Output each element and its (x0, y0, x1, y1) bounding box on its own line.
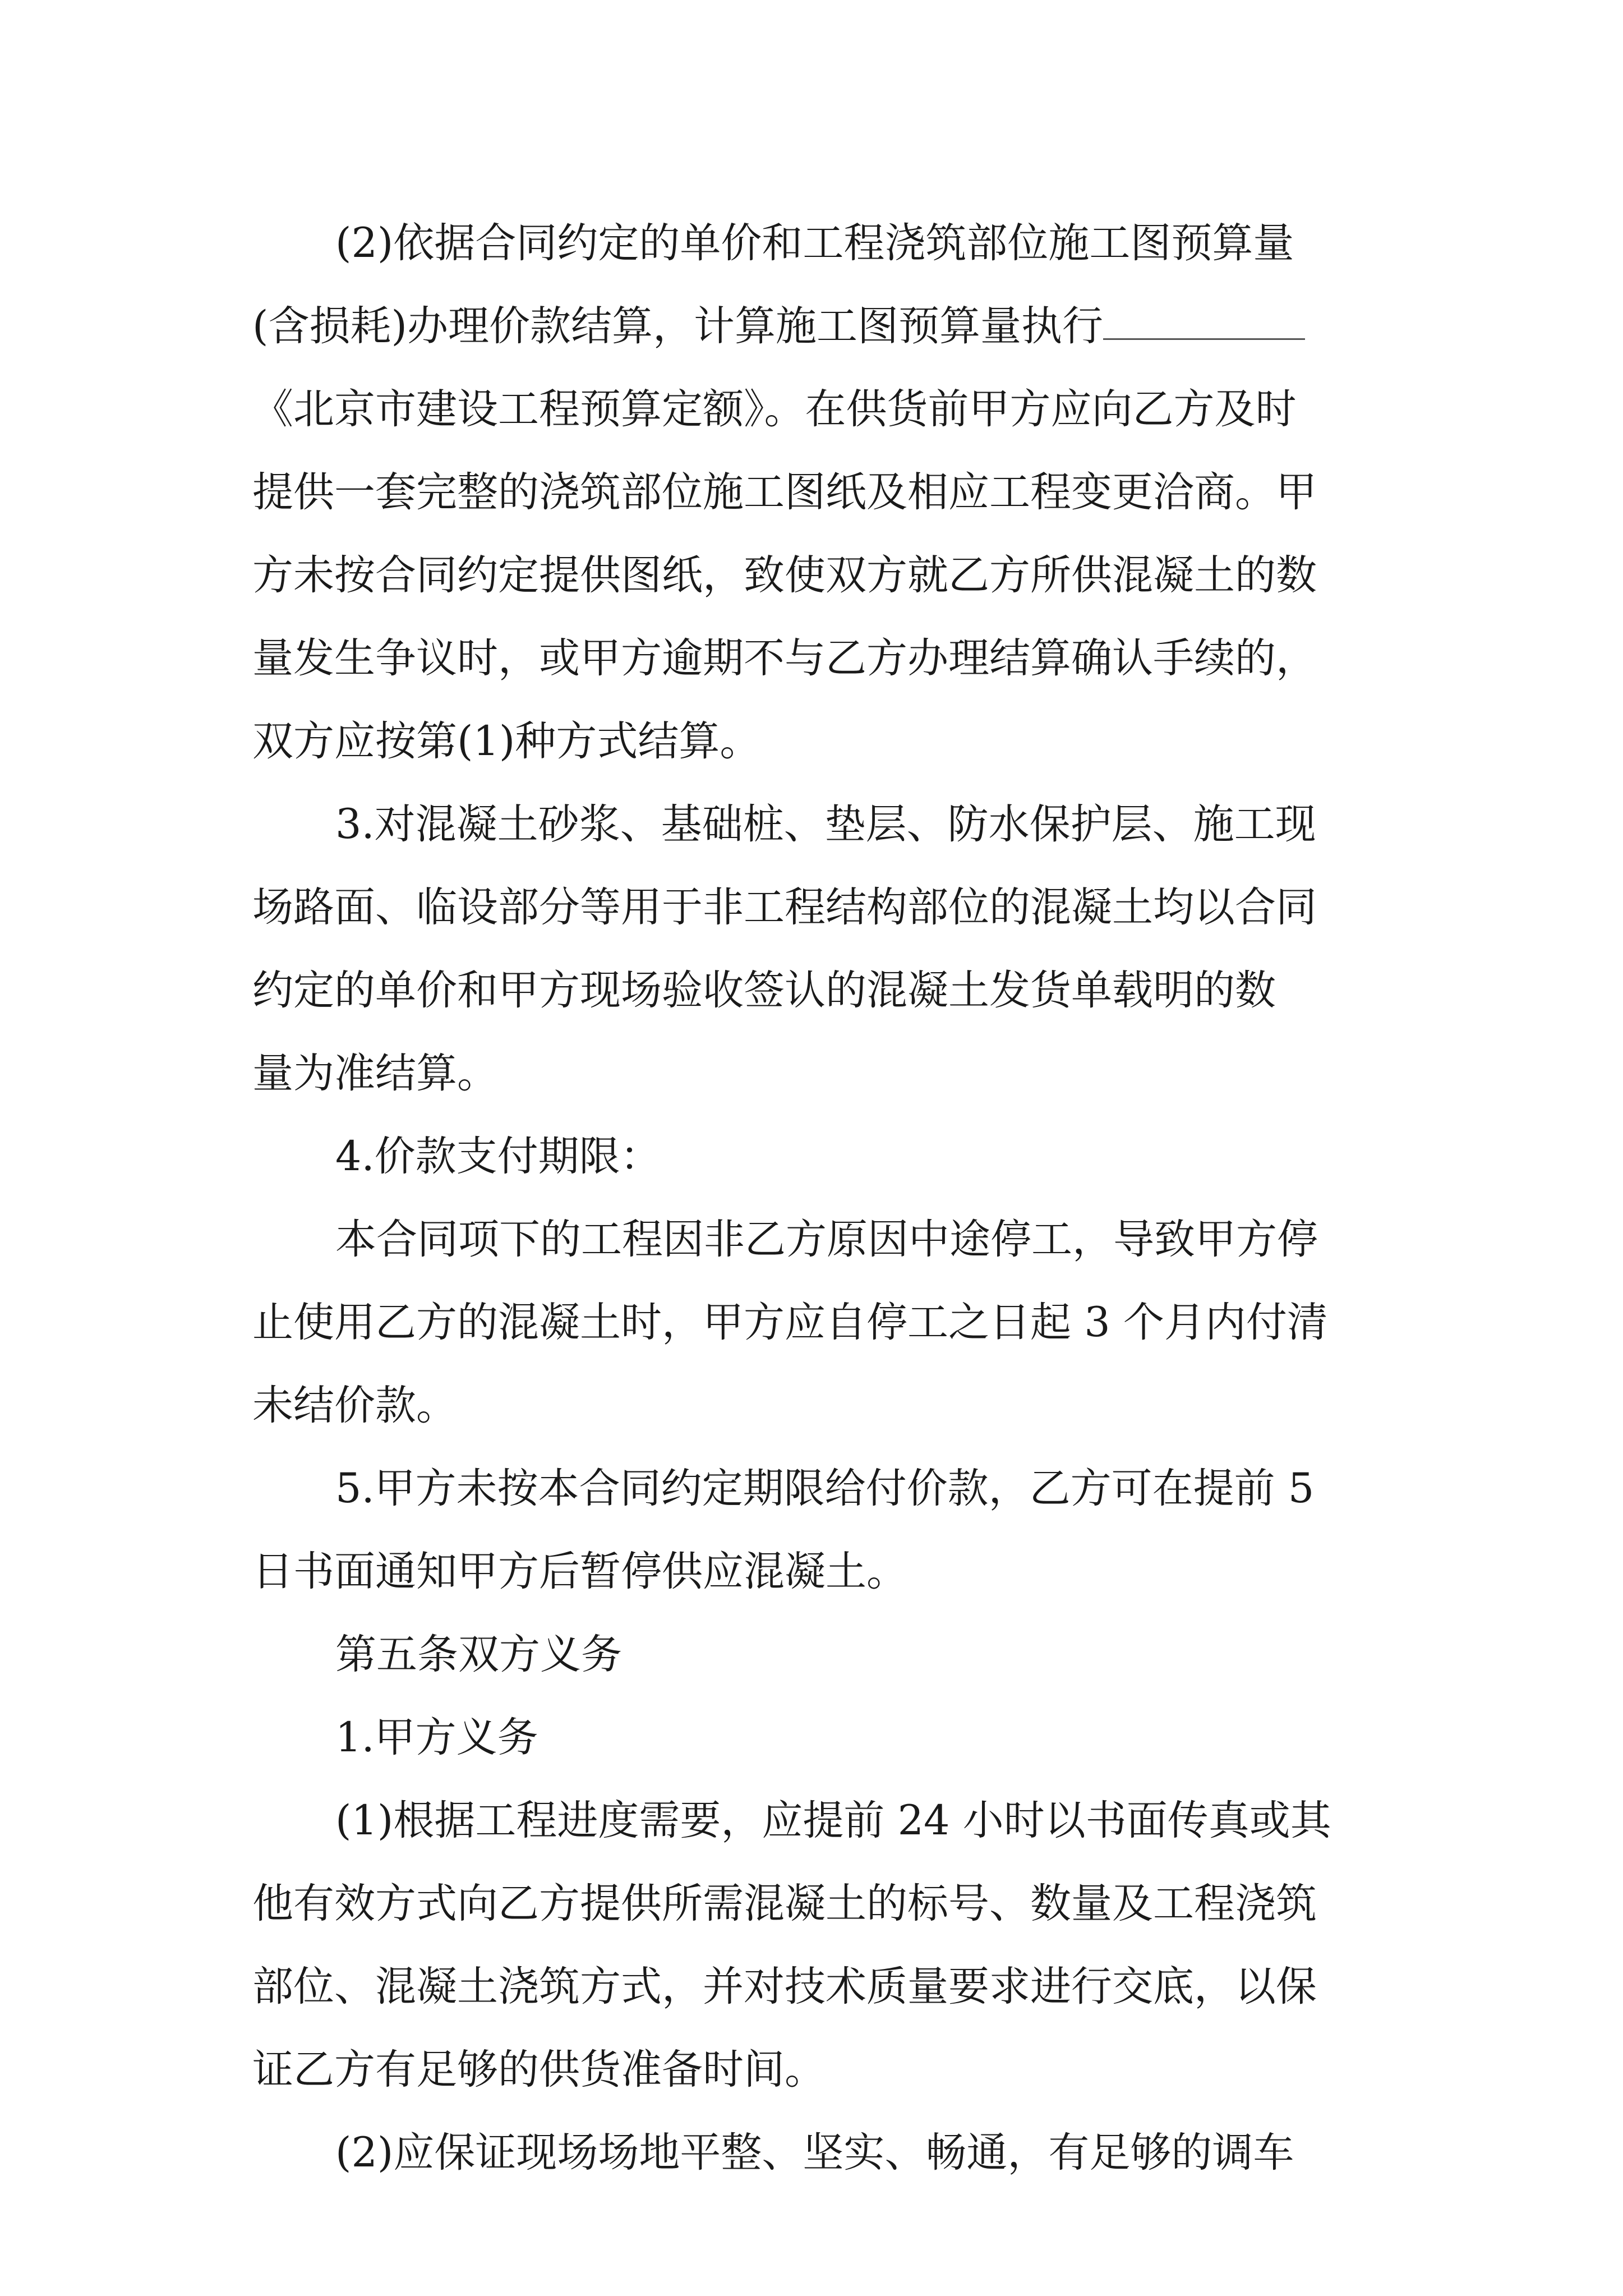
paragraph-line: 量发生争议时，或甲方逾期不与乙方办理结算确认手续的， (252, 634, 1317, 682)
paragraph-line: 提供一套完整的浇筑部位施工图纸及相应工程变更洽商。甲 (252, 468, 1317, 516)
paragraph-line: (2)应保证现场场地平整、坚实、畅通，有足够的调车 (335, 2129, 1294, 2177)
paragraph-line: 日书面通知甲方后暂停供应混凝土。 (252, 1548, 907, 1595)
paragraph-line: 部位、混凝土浇筑方式，并对技术质量要求进行交底，以保 (252, 1963, 1317, 2010)
paragraph-line: 止使用乙方的混凝土时，甲方应自停工之日起 3 个月内付清 (252, 1299, 1328, 1346)
paragraph-line: 证乙方有足够的供货准备时间。 (252, 2046, 826, 2093)
paragraph-line: 本合同项下的工程因非乙方原因中途停工，导致甲方停 (335, 1216, 1318, 1263)
line-text: (含损耗)办理价款结算，计算施工图预算量执行 (252, 302, 1103, 350)
fill-in-blank (1103, 299, 1305, 340)
paragraph-line: 方未按合同约定提供图纸，致使双方就乙方所供混凝土的数 (252, 551, 1317, 599)
paragraph-line: 场路面、临设部分等用于非工程结构部位的混凝土均以合同 (252, 884, 1317, 931)
paragraph-line: 量为准结算。 (252, 1050, 498, 1097)
paragraph-line: 3.对混凝土砂浆、基础桩、垫层、防水保护层、施工现 (335, 800, 1316, 848)
section-heading: 4.价款支付期限： (335, 1133, 661, 1180)
section-heading: 1.甲方义务 (335, 1714, 538, 1761)
article-heading: 第五条双方义务 (335, 1631, 622, 1678)
paragraph-line: 他有效方式向乙方提供所需混凝土的标号、数量及工程浇筑 (252, 1880, 1317, 1927)
document-page (252, 202, 1380, 2194)
paragraph-line (252, 285, 1380, 368)
paragraph-line: 未结价款。 (252, 1382, 457, 1429)
paragraph-line: (1)根据工程进度需要，应提前 24 小时以书面传真或其 (335, 1797, 1331, 1844)
paragraph-line: 《北京市建设工程预算定额》。在供货前甲方应向乙方及时 (252, 385, 1297, 433)
paragraph-line: 约定的单价和甲方现场验收签认的混凝土发货单载明的数 (252, 967, 1276, 1014)
paragraph-line: (2)依据合同约定的单价和工程浇筑部位施工图预算量 (335, 219, 1294, 267)
paragraph-line: 5.甲方未按本合同约定期限给付价款，乙方可在提前 5 (335, 1465, 1315, 1512)
paragraph-line: 双方应按第(1)种方式结算。 (252, 717, 761, 765)
